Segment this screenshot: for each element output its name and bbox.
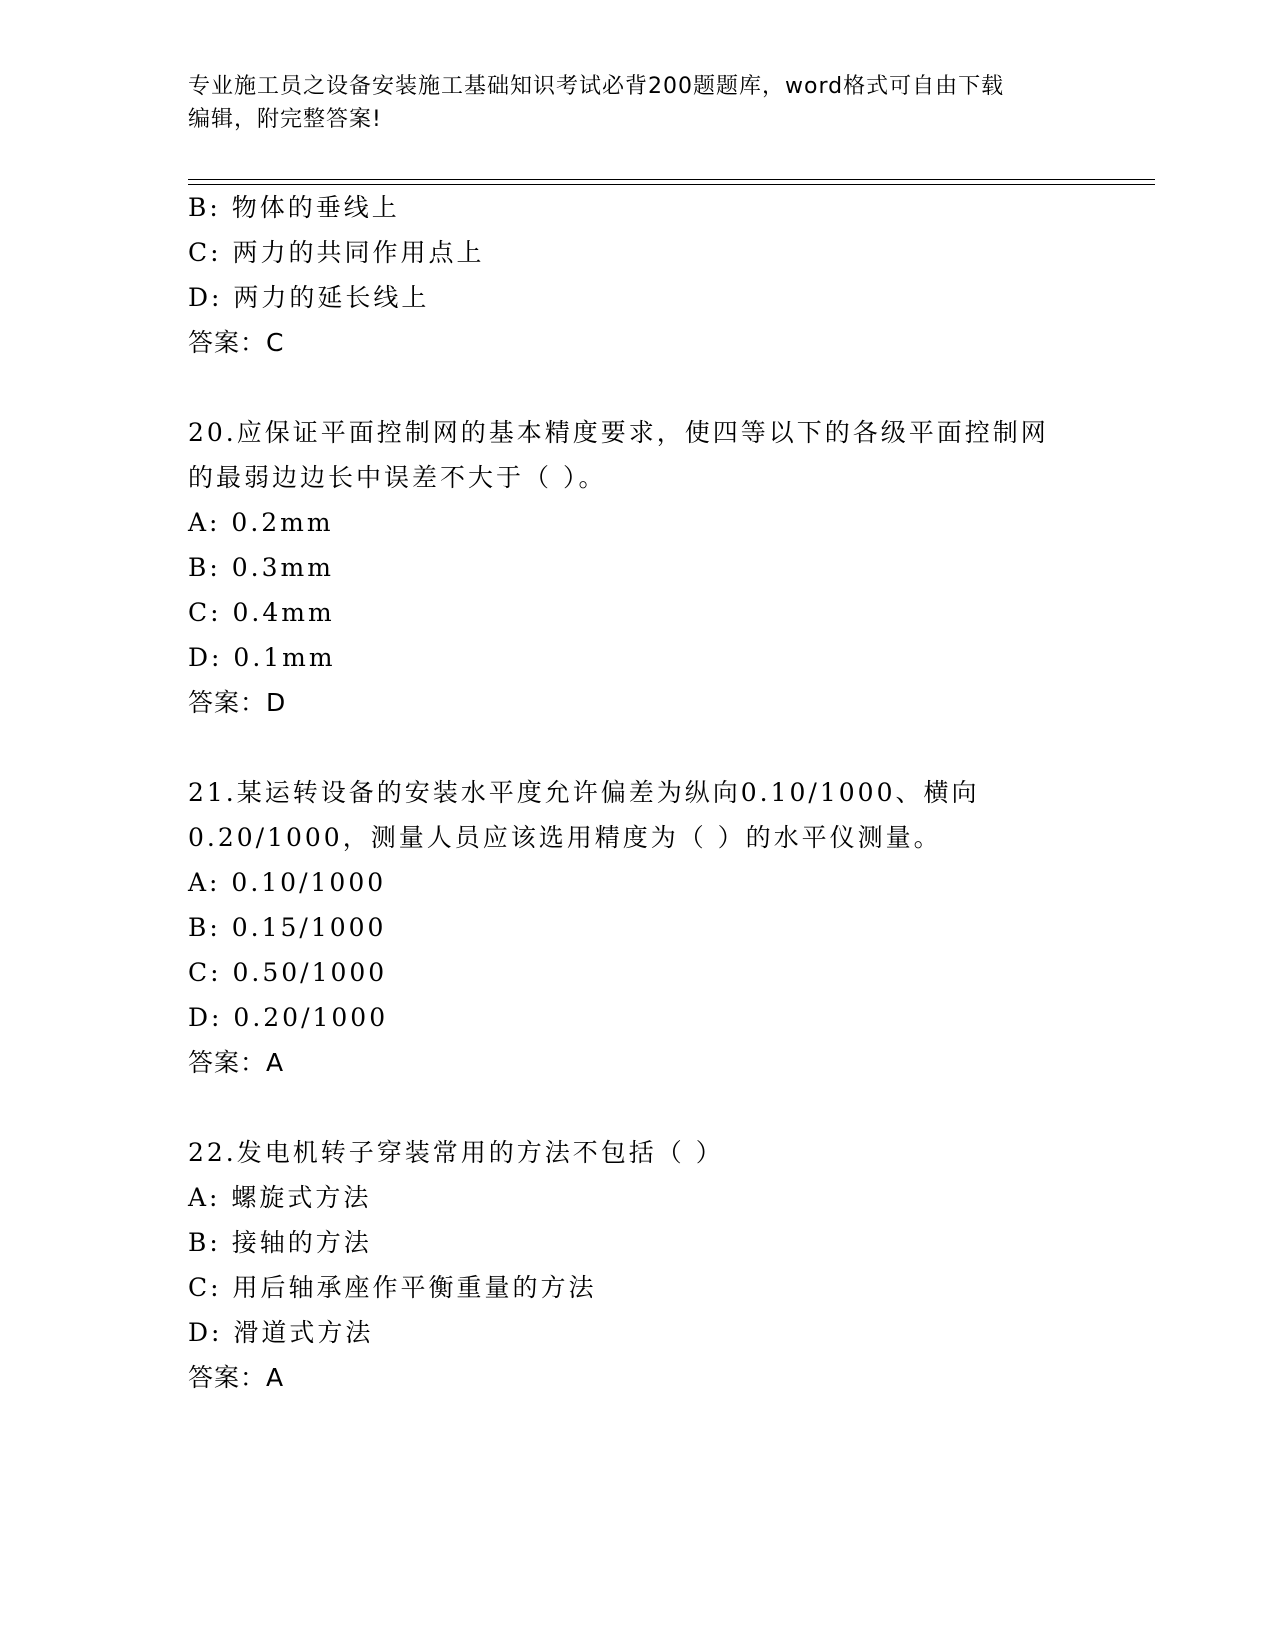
q19-option-d: D: 两力的延长线上 [188, 283, 430, 312]
q19-option-b: B: 物体的垂线上 [188, 193, 400, 222]
q22-answer: 答案：A [188, 1363, 285, 1392]
q21-option-d: D: 0.20/1000 [188, 1003, 389, 1032]
header-line-1: 专业施工员之设备安装施工基础知识考试必背200题题库，word格式可自由下载 [188, 74, 1005, 99]
header-divider-bottom [188, 184, 1155, 185]
q19-answer: 答案：C [188, 328, 285, 357]
q20-option-b: B: 0.3mm [188, 553, 334, 582]
q22-option-c: C: 用后轴承座作平衡重量的方法 [188, 1273, 597, 1302]
q22-option-a: A: 螺旋式方法 [188, 1183, 372, 1212]
q19-option-c: C: 两力的共同作用点上 [188, 238, 485, 267]
q21-answer: 答案：A [188, 1048, 285, 1077]
document-header [188, 70, 1068, 136]
q20-option-d: D: 0.1mm [188, 643, 336, 672]
q22-option-b: B: 接轴的方法 [188, 1228, 372, 1257]
q20-option-c: C: 0.4mm [188, 598, 335, 627]
q21-option-b: B: 0.15/1000 [188, 913, 387, 942]
q21-option-a: A: 0.10/1000 [188, 868, 387, 897]
q21-option-c: C: 0.50/1000 [188, 958, 388, 987]
header-divider-top [188, 179, 1155, 180]
header-line-2: 编辑，附完整答案! [188, 107, 382, 132]
q20-answer: 答案：D [188, 688, 287, 717]
q22-stem-line-1: 22.发电机转子穿装常用的方法不包括（ ） [188, 1138, 724, 1167]
q22-option-d: D: 滑道式方法 [188, 1318, 374, 1347]
q20-stem-line-1: 20.应保证平面控制网的基本精度要求，使四等以下的各级平面控制网 [188, 418, 1049, 447]
q21-stem-line-1: 21.某运转设备的安装水平度允许偏差为纵向0.10/1000、横向 [188, 778, 980, 807]
q20-option-a: A: 0.2mm [188, 508, 334, 537]
q20-stem-line-2: 的最弱边边长中误差不大于（ ）。 [188, 463, 607, 492]
q21-stem-line-2: 0.20/1000，测量人员应该选用精度为（ ）的水平仪测量。 [188, 823, 942, 852]
